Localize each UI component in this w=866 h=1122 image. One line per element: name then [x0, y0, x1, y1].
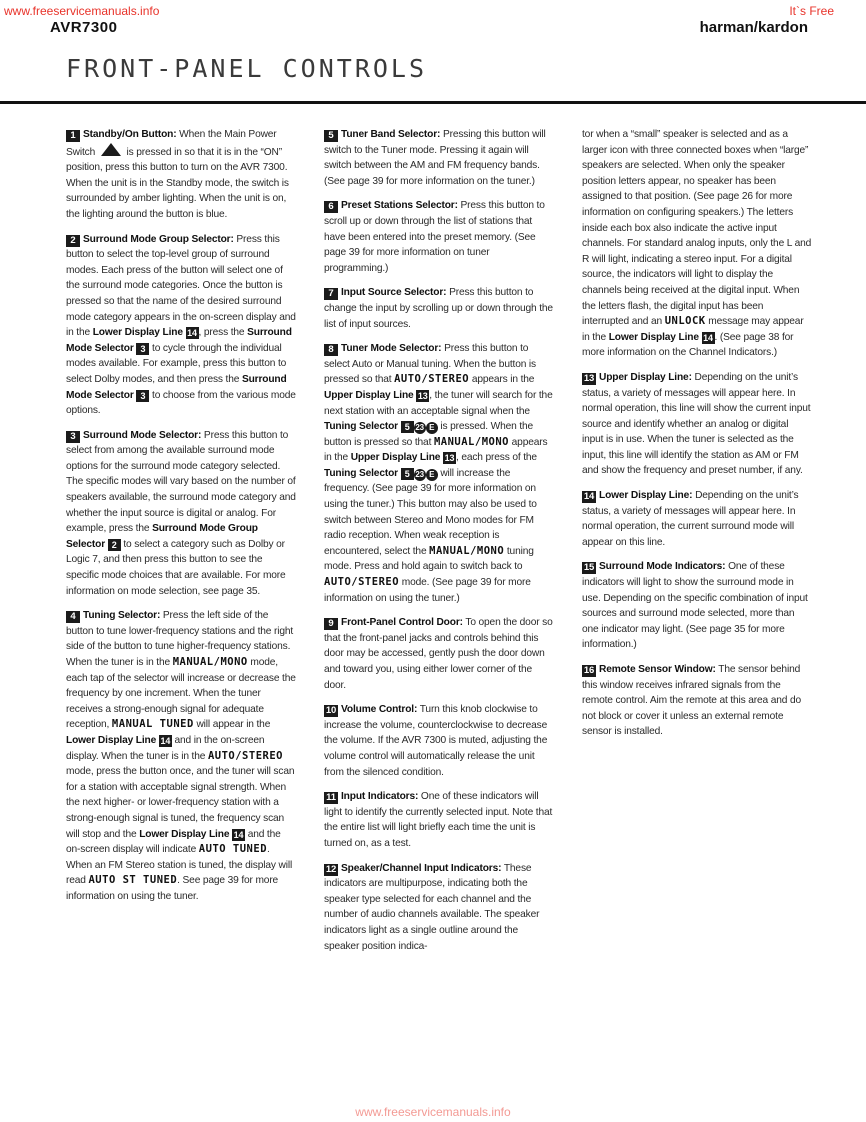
item-number-badge: 2	[66, 235, 80, 247]
item-number-badge: 1	[66, 130, 80, 142]
control-item-2: 2 Surround Mode Group Selector: Press this button to select the top-level group of surround modes. Each press of the button will select one of the surround mode categories. Once the button is pressed so that the name of the desired surround mode category appears in the on-screen display and in the Lower Display Line 14 , press the Surround Mode Selector 3 to cycle through the individual modes available. For example, press this button to select Dolby modes, and then press the Surround Mode Selector 3 to choose from the various mode options.	[66, 233, 296, 417]
control-item-12-cont: tor when a “small” speaker is selected and as a larger icon with three connected boxes when “large” speakers are selected. When only the speaker position letters appear, no speaker has been assigned to that position. (See page 26 for more information on configuring speakers.) The letters inside each box also indicate the active input channels. For standard analog inputs, only the L and R will light, indicating a stereo input. For a digital source, the indicators will light to display the channels being received at the digital input. When the letters flash, the digital input has been interrupted and an UNLOCK message may appear in the Lower Display Line 14 . (See page 38 for more information on the Channel Indicators.)	[582, 129, 812, 359]
control-item-10: 10 Volume Control: Turn this knob clockwise to increase the volume, counterclockwise to decrease the volume. If the AVR 7300 is muted, adjusting the volume control will automatically release the unit from the silenced condition.	[324, 704, 548, 778]
item-number-badge: 16	[583, 665, 595, 676]
control-item-5: 5 Tuner Band Selector: Pressing this button will switch to the Tuner mode. Pressing it again will switch between the AM and FM frequency bands. (See page 39 for more information on the tuner.)	[324, 129, 546, 187]
header-rule	[0, 101, 866, 104]
control-item-16: 16 Remote Sensor Window: The sensor behind this window receives infrared signals from the remote control. Aim the remote at this area and do not block or cover it unless an external remote sensor is installed.	[582, 664, 802, 738]
control-item-9: 9 Front-Panel Control Door: To open the door so that the front-panel jacks and controls behind this door may be accessed, gently push the door down and toward you, using either lower corner of the door.	[324, 617, 553, 691]
control-item-14: 14 Lower Display Line: Depending on the unit’s status, a variety of messages will appear here. In normal operation, the current surround mode will appear on this line.	[582, 490, 799, 548]
item-number-badge: 3	[66, 431, 80, 443]
item-number-badge: 11	[324, 792, 338, 804]
control-item-8: 8 Tuner Mode Selector: Press this button to select Auto or Manual tuning. When the button is pressed so that AUTO/STEREO appears in the Upper Display Line 13 , the tuner will search for the next station with an acceptable signal when the Tuning Selector 5 23 E is pressed. When the button is pressed so that MANUAL/MONO appears in the Upper Display Line 13 , each press of the Tuning Selector 5 23 E will increase the frequency. (See page 39 for more information on using the tuner.) This button may also be used to switch between Stereo and Mono modes for FM radio reception. When weak reception is encountered, select the MANUAL/MONO tuning mode. Press and hold again to switch back to AUTO/STEREO mode. (See page 39 for more information on using the tuner.)	[324, 343, 553, 604]
column-1	[66, 127, 296, 914]
control-item-4: 4 Tuning Selector: Press the left side of the button to tune lower-frequency stations and the right side of the button to tune higher-frequency stations. When the tuner is in the MANUAL/MONO mode, each tap of the selector will increase or decrease the frequency by one increment. When the tuner receives a strong-enough signal for adequate reception, MANUAL TUNED will appear in the Lower Display Line 14 and in the on-screen display. When the tuner is in the AUTO/STEREO mode, press the button once, and the tuner will scan for a station with acceptable signal strength. When the next higher- or lower-frequency station with a strong-enough signal is tuned, the frequency scan will stop and the Lower Display Line 14 and the on-screen display will indicate AUTO TUNED. When an FM Stereo station is tuned, the display will read AUTO ST TUNED. See page 39 for more information on using the tuner.	[66, 610, 296, 902]
control-item-11: 11 Input Indicators: One of these indicators will light to identify the currently selected input. Note that the entire list will light briefly each time the unit is turned on, as a test.	[324, 791, 553, 849]
column-2	[324, 127, 554, 963]
item-number-badge: 5	[324, 130, 338, 142]
control-item-12: 12 Speaker/Channel Input Indicators: These indicators are multipurpose, indicating both the speaker type selected for each channel and the number of audio channels available. The speaker indicators light as a single outline around the speaker position indica-	[324, 862, 540, 952]
item-number-badge: 7	[324, 288, 338, 300]
item-number-badge: 4	[66, 611, 80, 623]
model-name: AVR7300	[50, 19, 118, 36]
control-item-13: 13 Upper Display Line: Depending on the unit’s status, a variety of messages will appear here. In normal operation, this line will show the current input source and identify whether an analog or digital input is in use. When the tuner is selected as the input, this line will identify the station as AM or FM and show the frequency and preset number, if any.	[582, 371, 811, 477]
control-item-1: 1 Standby/On Button: When the Main Power Switch is pressed in so that it is in the “ON” position, press this button to turn on the AVR 7300. When the unit is in the Standby mode, the switch is surrounded by amber lighting. When the unit is on, the lighting around the button is blue.	[66, 129, 289, 220]
control-item-15: 15 Surround Mode Indicators: One of these indicators will light to show the surround mode in use. Depending on the specific combination of input sources and surround mode selected, more than one indicator may light. (See page 35 for more information.)	[582, 561, 808, 651]
control-item-3: 3 Surround Mode Selector: Press this button to select from among the available surround mode options for the surround mode category selected. The specific modes will vary based on the number of speakers available, the surround mode category and whether the input source is digital or analog. For example, press the Surround Mode Group Selector 2 to select a category such as Dolby or Logic 7, and then press this button to see the specific mode choices that are available. For more information on mode selection, see page 35.	[66, 429, 296, 597]
control-item-6: 6 Preset Stations Selector: Press this button to scroll up or down through the list of stations that have been entered into the preset memory. (See page 39 for more information on tuner programming.)	[324, 200, 545, 274]
item-number-badge: 14	[583, 491, 595, 503]
control-item-7: 7 Input Source Selector: Press this button to change the input by scrolling up or down through the list of input sources.	[324, 287, 553, 330]
item-number-badge: 8	[324, 344, 338, 356]
watermark-bottom[interactable]: www.freeservicemanuals.info	[355, 1105, 511, 1119]
brand-name: harman/kardon	[699, 19, 808, 36]
page-title: FRONT-PANEL CONTROLS	[66, 54, 428, 83]
item-number-badge: 15	[583, 562, 595, 574]
column-3	[582, 127, 812, 749]
power-switch-icon	[101, 143, 121, 156]
item-number-badge: 6	[324, 201, 338, 213]
item-number-badge: 10	[325, 705, 337, 717]
item-number-badge: 13	[583, 372, 595, 384]
item-number-badge: 12	[325, 863, 337, 875]
item-number-badge: 9	[324, 618, 338, 630]
watermark-top-right: It`s Free	[789, 4, 834, 18]
watermark-top-left[interactable]: www.freeservicemanuals.info	[4, 4, 160, 18]
